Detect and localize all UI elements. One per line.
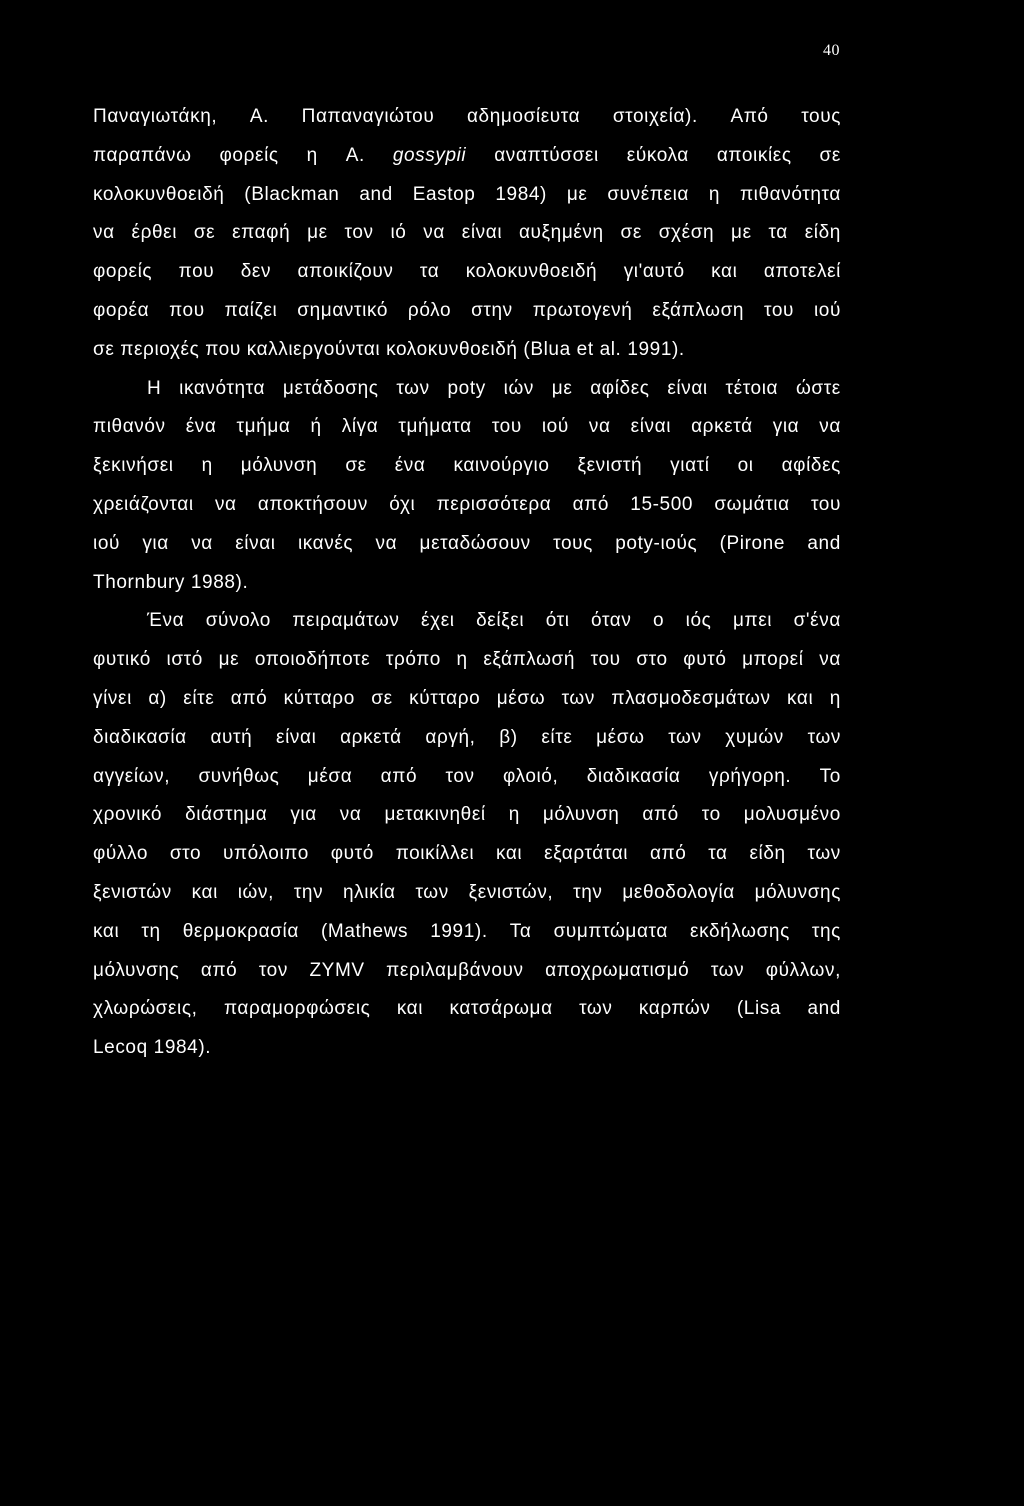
paragraph-3: [93, 610, 841, 1076]
text-line: κολοκυνθοειδή (Blackman and Eastop 1984) με συνέπεια η πιθανότητα: [93, 183, 841, 205]
text-line: χρονικό διάστημα για να μετακινηθεί η μόλυνση από το μολυσμένο: [93, 804, 841, 826]
text-line: διαδικασία αυτή είναι αρκετά αργή, β) είτε μέσω των χυμών των: [93, 726, 841, 748]
text-line: γίνει α) είτε από κύτταρο σε κύτταρο μέσω των πλασμοδεσμάτων και η: [93, 687, 841, 709]
text-line: Lecoq 1984).: [93, 1037, 212, 1059]
text-line: να έρθει σε επαφή με τον ιό να είναι αυξημένη σε σχέση με τα είδη: [93, 222, 841, 244]
text-line: φορείς που δεν αποικίζουν τα κολοκυνθοειδή γι'αυτό και αποτελεί: [93, 261, 841, 283]
page-number: 40: [823, 42, 840, 59]
text-line: Παναγιωτάκη, Α. Παπαναγιώτου αδημοσίευτα στοιχεία). Από τους: [93, 106, 841, 127]
document-body: [93, 106, 841, 1076]
text-line: Thornbury 1988).: [93, 571, 249, 593]
text-line: και τη θερμοκρασία (Mathews 1991). Τα συμπτώματα εκδήλωσης της: [93, 920, 841, 942]
paragraph-1: [93, 106, 841, 378]
paragraph-2: [93, 378, 841, 611]
text-line: μόλυνσης από τον ΖΥΜV περιλαμβάνουν αποχρωματισμό των φύλλων,: [93, 959, 841, 981]
text-line: φορέα που παίζει σημαντικό ρόλο στην πρωτογενή εξάπλωση του ιού: [93, 299, 841, 321]
text-line: χρειάζονται να αποκτήσουν όχι περισσότερα από 15-500 σωμάτια του: [93, 493, 841, 515]
text-line: φυτικό ιστό με οποιοδήποτε τρόπο η εξάπλωσή του στο φυτό μπορεί να: [93, 649, 841, 671]
text-line: χλωρώσεις, παραμορφώσεις και κατσάρωμα των καρπών (Lisa and: [93, 998, 841, 1020]
text-line: Ένα σύνολο πειραμάτων έχει δείξει ότι όταν ο ιός μπει σ'ένα: [147, 610, 841, 632]
text-line: ιού για να είναι ικανές να μεταδώσουν τους poty-ιούς (Pirone and: [93, 532, 841, 554]
text-line: σε περιοχές που καλλιεργούνται κολοκυνθοειδή (Blua et al. 1991).: [93, 338, 685, 360]
text-line: αγγείων, συνήθως μέσα από τον φλοιό, διαδικασία γρήγορη. Το: [93, 765, 841, 787]
text-line: πιθανόν ένα τμήμα ή λίγα τμήματα του ιού να είναι αρκετά για να: [93, 416, 841, 438]
text-line: παραπάνω φορείς η Α. gossypii αναπτύσσει εύκολα αποικίες σε: [93, 144, 841, 166]
text-line: Η ικανότητα μετάδοσης των poty ιών με αφίδες είναι τέτοια ώστε: [147, 377, 841, 399]
text-line: φύλλο στο υπόλοιπο φυτό ποικίλλει και εξαρτάται από τα είδη των: [93, 843, 841, 865]
text-line: ξεκινήσει η μόλυνση σε ένα καινούργιο ξενιστή γιατί οι αφίδες: [93, 455, 841, 477]
text-line: ξενιστών και ιών, την ηλικία των ξενιστών, την μεθοδολογία μόλυνσης: [93, 881, 841, 903]
